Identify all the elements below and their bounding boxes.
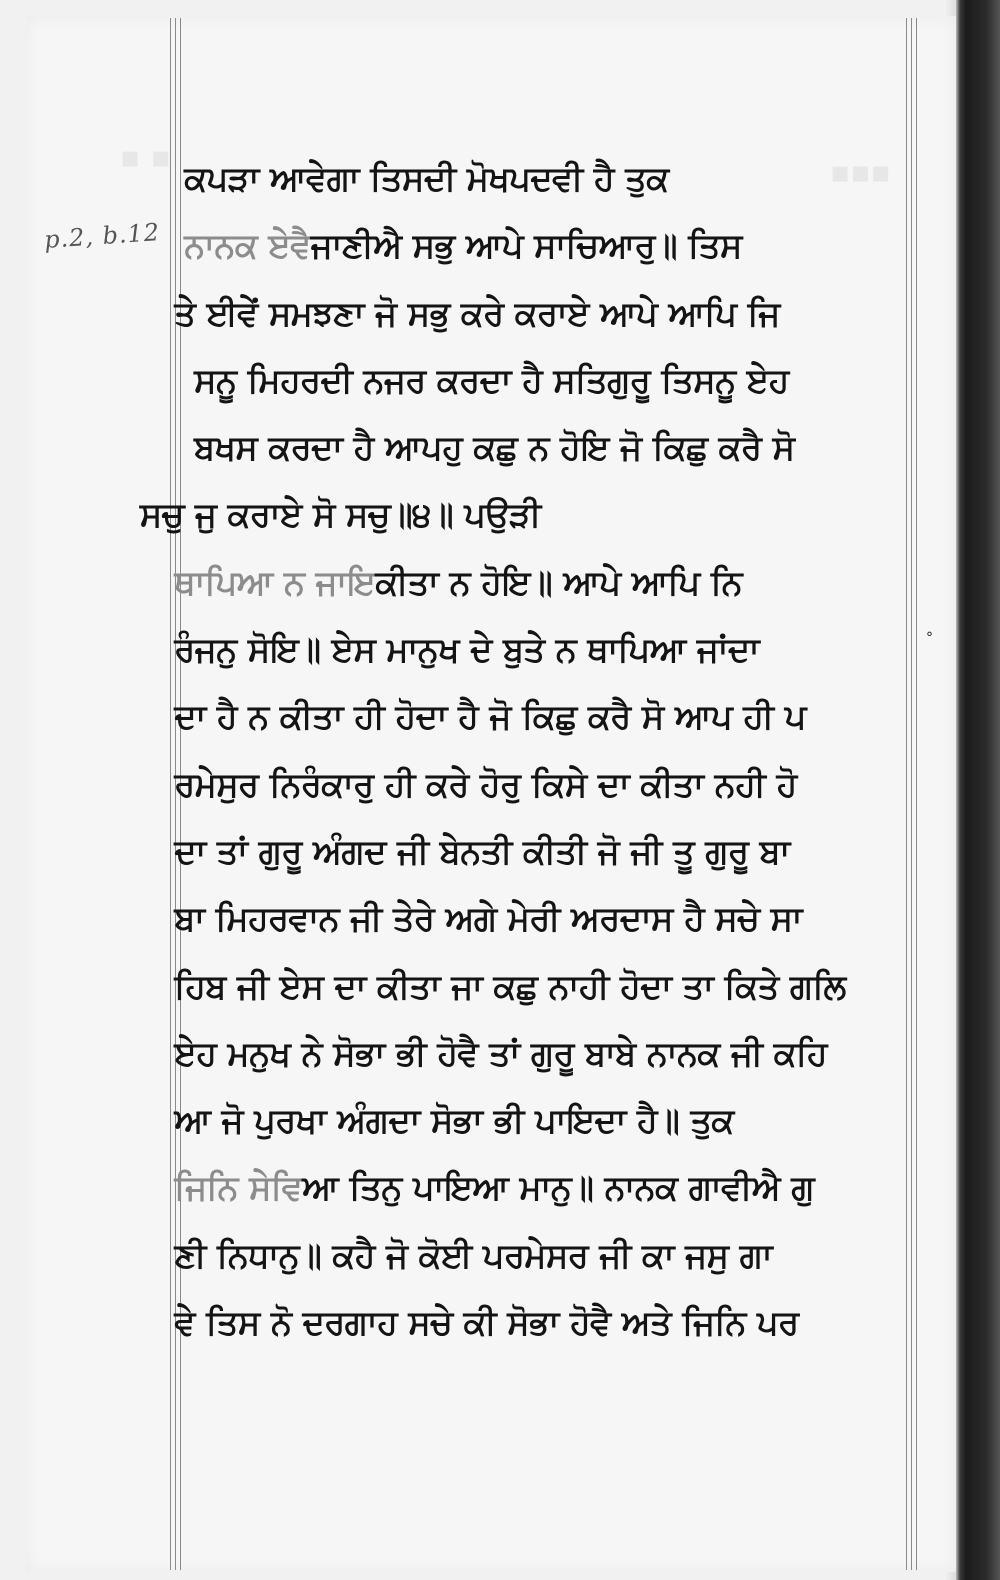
text-line <box>130 482 910 549</box>
line-text: ਰੰਜਨੁ ਸੋਇ॥ ਏਸ ਮਾਨੁਖ ਦੇ ਬੁਤੇ ਨ ਥਾਪਿਆ ਜਾਂਦਾ <box>174 630 760 671</box>
text-line <box>130 1223 910 1290</box>
text-line <box>130 954 910 1021</box>
line-text: ਣੀ ਨਿਧਾਨੁ॥ ਕਹੈ ਜੋ ਕੋਈ ਪਰਮੇਸਰ ਜੀ ਕਾ ਜਸੁ ਗਾ <box>174 1235 773 1276</box>
line-text: ਰਮੇਸੁਰ ਨਿਰੰਕਾਰੁ ਹੀ ਕਰੇ ਹੋਰੁ ਕਿਸੇ ਦਾ ਕੀਤਾ ਨਹੀ ਹੋ <box>174 764 797 805</box>
text-line <box>130 146 910 213</box>
line-text: ਜਾਣੀਐ ਸਭੁ ਆਪੇ ਸਾਚਿਆਰੁ॥ ਤਿਸ <box>310 226 742 267</box>
margin-dot: ° <box>926 630 933 646</box>
line-text: ਆ ਤਿਨੁ ਪਾਇਆ ਮਾਨੁ॥ ਨਾਨਕ ਗਾਵੀਐ ਗੁ <box>302 1168 815 1209</box>
text-line <box>130 1155 910 1222</box>
line-text: ਦਾ ਹੈ ਨ ਕੀਤਾ ਹੀ ਹੋਦਾ ਹੈ ਜੋ ਕਿਛੁ ਕਰੈ ਸੋ ਆਪ ਹੀ ਪ <box>174 697 806 738</box>
text-line <box>130 550 910 617</box>
line-text: ਦਾ ਤਾਂ ਗੁਰੂ ਅੰਗਦ ਜੀ ਬੇਨਤੀ ਕੀਤੀ ਜੋ ਜੀ ਤੂ ਗੁਰੂ ਬਾ <box>174 831 790 872</box>
line-text: ਆ ਜੋ ਪੁਰਖਾ ਅੰਗਦਾ ਸੋਭਾ ਭੀ ਪਾਇਦਾ ਹੈ॥ ਤੁਕ <box>174 1101 734 1142</box>
text-line <box>130 1088 910 1155</box>
text-line <box>130 281 910 348</box>
margin-annotation: p.2, b.12 <box>43 217 161 255</box>
text-line <box>130 617 910 684</box>
line-text: ਏਹ ਮਨੁਖ ਨੇ ਸੋਭਾ ਭੀ ਹੋਵੈ ਤਾਂ ਗੁਰੂ ਬਾਬੇ ਨਾਨਕ ਜੀ ਕਹਿ <box>174 1033 828 1074</box>
text-line <box>130 1290 910 1357</box>
line-text: ਹਿਬ ਜੀ ਏਸ ਦਾ ਕੀਤਾ ਜਾ ਕਛੁ ਨਾਹੀ ਹੋਦਾ ਤਾ ਕਿਤੇ ਗਲਿ <box>174 966 846 1007</box>
book-binding-edge <box>956 0 1000 1580</box>
text-line <box>130 684 910 751</box>
line-text: ਕੀਤਾ ਨ ਹੋਇ॥ ਆਪੇ ਆਪਿ ਨਿ <box>375 562 743 603</box>
text-line <box>130 1021 910 1088</box>
line-text: ਤੇ ਈਵੇਂ ਸਮਝਣਾ ਜੋ ਸਭੁ ਕਰੇ ਕਰਾਏ ਆਪੇ ਆਪਿ ਜਿ <box>174 293 780 334</box>
rubric-heading: ਨਾਨਕ ਏਵੈ <box>184 226 311 267</box>
line-text: ਬਖਸ ਕਰਦਾ ਹੈ ਆਪਹੁ ਕਛੁ ਨ ਹੋਇ ਜੋ ਕਿਛੁ ਕਰੈ ਸੋ <box>194 428 795 469</box>
line-text: ਸਨੂ ਮਿਹਰਦੀ ਨਜਰ ਕਰਦਾ ਹੈ ਸਤਿਗੁਰੂ ਤਿਸਨੂ ਏਹ <box>194 360 789 401</box>
manuscript-text <box>130 146 920 1357</box>
line-text: ਸਚੁ ਜੁ ਕਰਾਏ ਸੋ ਸਚੁ॥੪॥ ਪਉੜੀ <box>139 495 541 536</box>
text-line <box>130 752 910 819</box>
line-text: ਬਾ ਮਿਹਰਵਾਨ ਜੀ ਤੇਰੇ ਅਗੇ ਮੇਰੀ ਅਰਦਾਸ ਹੈ ਸਚੇ ਸਾ <box>174 899 803 940</box>
text-line <box>130 213 910 280</box>
line-text: ਕਪੜਾ ਆਵੇਗਾ ਤਿਸਦੀ ਮੋਖਪਦਵੀ ਹੈ ਤੁਕ <box>184 159 669 199</box>
text-line <box>130 819 910 886</box>
bleed-through-mark: ▪ ▪ <box>120 140 172 175</box>
bleed-through-mark: ▪▪▪ <box>830 155 891 190</box>
rubric-heading: ਥਾਪਿਆ ਨ ਜਾਇ <box>174 562 376 603</box>
rubric-heading: ਜਿਨਿ ਸੇਵਿ <box>174 1168 303 1209</box>
text-line <box>130 886 910 953</box>
line-text: ਵੇ ਤਿਸ ਨੋ ਦਰਗਾਹ ਸਚੇ ਕੀ ਸੋਭਾ ਹੋਵੈ ਅਤੇ ਜਿਨਿ ਪਰ <box>174 1303 799 1344</box>
text-line <box>130 348 910 415</box>
text-line <box>130 415 910 482</box>
